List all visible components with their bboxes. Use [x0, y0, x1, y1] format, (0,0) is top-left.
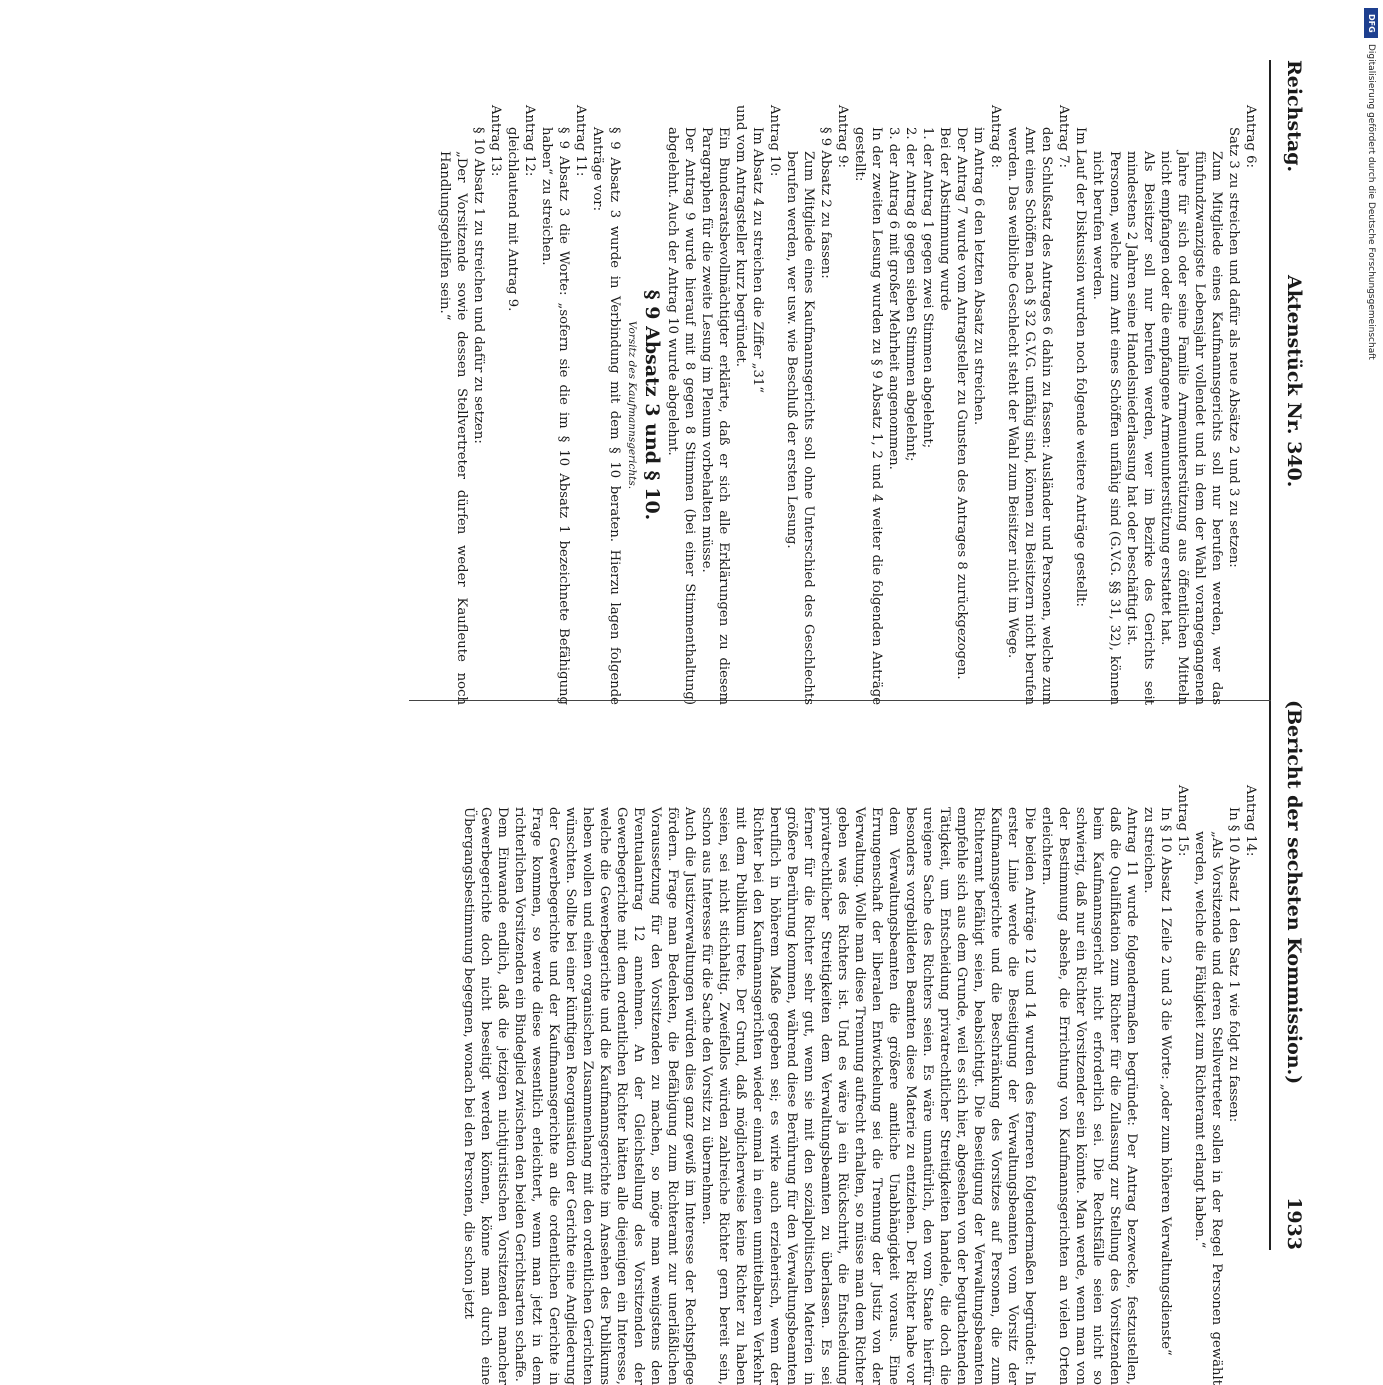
list-item: 3. der Antrag 6 mit großer Mehrheit angenommen. [886, 127, 901, 470]
paragraph: Ein Bundesratsbevollmächtigter erklärte, daß er sich alle Erklärungen zu diesem Paragraphen für die zweite Lesung im Plenum vorbehalten müsse. [699, 127, 731, 705]
paragraph: Auch die Justizverwaltungen würden dies ganz gewiß im Interesse der Rechtspflege fördern. Frage man Bedenken, die Befähigung zum Richteramt zur unerläßlichen Voraussetzung für den Vorsitzenden zu machen, so möge man wenigstens den Eventualantrag 12 annehmen. An der Gleichstellung des Vorsitzenden der Gewerbegerichte mit dem ordentlichen Richter hätten alle diejenigen ein Interesse, welche die Gewerbegerichte und die Kaufmannsgerichte im Ansehen des Publikums heben wollen und einen organischen Zusammenhang mit den ordentlichen Gerichten wünschten. Sollte bei einer künftigen Reorganisation der Gerichte eine Angliederung der Gewerbegerichte und der Kaufmannsgerichte an die ordentlichen Gerichte in Frage kommen, so werde diese wesentlich erleichtert, wenn man jetzt in dem richterlichen Vorsitzenden ein Bindeglied zwischen den beiden Gerichtsarten schaffe. [512, 807, 697, 1385]
page-number: 1933 [1283, 1197, 1305, 1250]
paragraph: gleichlautend mit Antrag 9. [505, 127, 520, 312]
paragraph: Personen, welche zum Amt eines Schöffen unfähig sind (G.V.G. §§ 31, 32), können nicht berufen werden. [1090, 151, 1122, 705]
paragraph: Zum Mitgliede eines Kaufmannsgerichts soll nur berufen werden, wer das fünfundzwanzigste Lebensjahr vollendet und in dem der Wahl vorangegangenen Jahre für sich oder seine Familie Armenunterstützung aus öffentlichen Mitteln nicht empfangen oder die empfangene Armenunterstützung erstattet hat. [1158, 151, 1224, 705]
paragraph: Der Antrag 7 wurde vom Antragsteller zu Gunsten des Antrages 8 zurückgezogen. [954, 127, 969, 680]
header-document-number: Aktenstück Nr. 340. [1283, 275, 1305, 488]
paragraph: Zum Mitgliede eines Kaufmannsgerichts soll ohne Unterschied des Geschlechts berufen werden, wer usw. wie Beschluß der ersten Lesung. [784, 151, 816, 705]
paragraph: Im Lauf der Diskussion wurden noch folgende weitere Anträge gestellt: [1073, 127, 1088, 607]
paragraph: § 9 Absatz 2 zu fassen: [818, 127, 833, 279]
paragraph: Antrag 12: [522, 105, 537, 177]
section-subheading: Vorsitz des Kaufmannsgerichts. [626, 320, 638, 490]
paragraph: Bei der Abstimmung wurde [937, 127, 952, 311]
paragraph: Dem Einwande endlich, daß die jetzigen nichtjuristischen Vorsitzenden mancher Gewerbegerichte doch nicht beseitigt werden können, könne man durch eine Übergangsbestimmung begegnen, wonach bei den Personen, die schon jetzt [461, 807, 510, 1385]
paragraph: In § 10 Absatz 1 den Satz 1 wie folgt zu fassen: [1226, 807, 1241, 1123]
funding-note: Digitalisierung gefördert durch die Deutsche Forschungsgemeinschaft [1366, 44, 1376, 360]
right-column [460, 785, 1259, 1385]
left-column [436, 105, 1259, 705]
paragraph: Als Beisitzer soll nur berufen werden, wer im Bezirke des Gerichts seit mindestens 2 Jahren seine Handelsniederlassung hat oder beschäftigt ist. [1124, 151, 1156, 705]
paragraph: Im Absatz 4 zu streichen die Ziffer „31“ [750, 127, 765, 393]
paragraph: Antrag 6: [1243, 105, 1258, 168]
running-header [1269, 60, 1311, 1250]
paragraph: Antrag 14: [1243, 785, 1258, 857]
paragraph: Antrag 13: [488, 105, 503, 177]
paragraph: Antrag 11: [573, 105, 588, 177]
paragraph: Antrag 10: [767, 105, 782, 177]
paragraph: § 9 Absatz 3 wurde in Verbindung mit dem § 10 beraten. Hierzu lagen folgende Anträge vor: [590, 127, 622, 705]
list-item: 2. der Antrag 8 gegen sieben Stimmen abgelehnt; [903, 127, 918, 462]
dfg-logo: DFG [1364, 8, 1378, 38]
paragraph: und vom Antragsteller kurz begründet. [733, 105, 748, 367]
paragraph: „Der Vorsitzende sowie dessen Stellvertreter dürfen weder Kaufleute noch Handlungsgehilfen sein.“ [437, 151, 469, 705]
paragraph: Die beiden Anträge 12 und 14 wurden des ferneren folgendermaßen begründet: In erster Linie werde die Beseitigung der Verwaltungsbeamten vom Vorsitz der Kaufmannsgerichte und die Beschränkung des Vorsitzes auf Personen, die zum Richteramt befähigt seien, beabsichtigt. Die Beseitigung der Verwaltungsbeamten empfehle sich aus dem Grunde, weil es sich hier, abgesehen von der begutachtenden Tätigkeit, um Entscheidung privatrechtlicher Streitigkeiten handele, die doch die ureigene Sache des Richters seien. Es wäre unnatürlich, den vom Staate hierfür besonders vorgebildeten Beamten diese Materie zu entziehen. Der Richter habe vor dem Verwaltungsbeamten die größere amtliche Unabhängigkeit voraus. Eine Errungenschaft der liberalen Entwickelung sei die Trennung der Justiz von der Verwaltung. Wolle man diese Trennung aufrecht erhalten, so müsse man dem Richter geben was des Richters ist. Und es wäre ja ein Rückschritt, die Entscheidung privatrechtlicher Streitigkeiten dem Verwaltungsbeamten zu überlassen. Es sei ferner für die Richter sehr gut, wenn sie mit den sozialpolitischen Materien in größere Berührung kommen, während diese Berührung für den Verwaltungsbeamten beruflich in höherem Maße gegeben sei; es wirke auch erzieherisch, wenn der Richter bei den Kaufmannsgerichten wieder einmal in einen unmittelbaren Verkehr mit dem Publikum trete. Der Grund, daß möglicherweise keine Richter zu haben seien, sei nicht stichhaltig. Zweifellos würden zahlreiche Richter gern bereit sein, schon aus Interesse für die Sache den Vorsitz zu übernehmen. [699, 807, 1037, 1385]
paragraph: Antrag 15: [1175, 785, 1190, 857]
list-item: 1. der Antrag 1 gegen zwei Stimmen abgelehnt; [920, 127, 935, 449]
paragraph: § 9 Absatz 3 die Worte: „sofern sie die im § 10 Absatz 1 bezeichnete Befähigung haben“ zu streichen. [539, 127, 571, 705]
paragraph: „Als Vorsitzende und deren Stellvertreter sollen in der Regel Personen gewählt werden, welche die Fähigkeit zum Richteramt erlangt haben.“ [1192, 831, 1224, 1385]
paragraph: zu streichen. [1141, 807, 1156, 894]
paragraph: In § 10 Absatz 1 Zeile 2 und 3 die Worte: „oder zum höheren Verwaltungsdienste“ [1158, 807, 1173, 1356]
header-commission: (Bericht der sechsten Kommission.) [1283, 700, 1305, 1085]
paragraph: § 10 Absatz 1 zu streichen und dafür zu setzen: [471, 127, 486, 444]
paragraph: Antrag 7: [1056, 105, 1071, 168]
paragraph: Antrag 9: [835, 105, 850, 168]
paragraph: den Schlußsatz des Antrages 6 dahin zu fassen: Ausländer und Personen, welche zum Amt eines Schöffen nach § 32 G.V.G. unfähig sind, können zu Beisitzern nicht berufen werden. Das weibliche Geschlecht steht der Wahl zum Beisitzer nicht im Wege. [1005, 127, 1054, 705]
header-left: Reichstag. [1283, 60, 1305, 173]
paragraph: Satz 3 zu streichen und dafür als neue Absätze 2 und 3 zu setzen: [1226, 127, 1241, 568]
paragraph: Antrag 8: [988, 105, 1003, 168]
paragraph: im Antrag 6 den letzten Absatz zu streichen. [971, 127, 986, 426]
paragraph: In der zweiten Lesung wurden zu § 9 Absatz 1, 2 und 4 weiter die folgenden Anträge gestellt: [852, 127, 884, 705]
paragraph: Der Antrag 9 wurde hierauf mit 8 gegen 8 Stimmen (bei einer Stimmenthaltung) abgelehnt. Auch der Antrag 10 wurde abgelehnt. [665, 127, 697, 705]
paragraph: Antrag 11 wurde folgendermaßen begründet: Der Antrag bezwecke, festzustellen, daß die Qualifikation zum Richter für die Zulassung zur Stellung des Vorsitzenden beim Kaufmannsgericht nicht erforderlich sei. Die Rechtsfälle seien nicht so schwierig, daß nur ein Richter Vorsitzender sein könnte. Man werde, wenn man von der Bestimmung absehe, die Errichtung von Kaufmannsgerichten an vielen Orten erleichtern. [1039, 807, 1139, 1385]
section-heading: § 9 Absatz 3 und § 10. [641, 289, 663, 521]
